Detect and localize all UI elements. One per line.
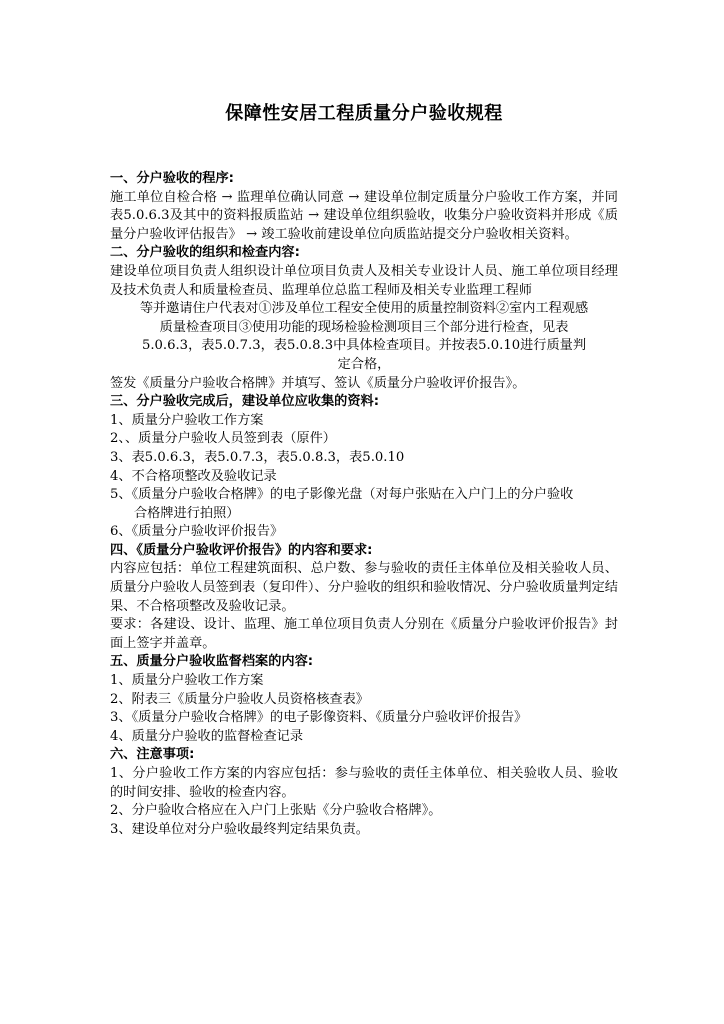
section-4-heading: 四、《质量分户验收评价报告》的内容和要求: [110, 542, 373, 558]
section-2-body-f: 签发《质量分户验收合格牌》并填写、签认《质量分户验收评价报告》。 [110, 375, 526, 391]
section-1-heading: 一、分户验收的程序: [110, 171, 234, 186]
document-body [110, 170, 618, 839]
section-4-requirement: 要求：各建设、设计、监理、施工单位项目负责人分别在《质量分户验收评价报告》封面上签字并盖章。 [110, 617, 618, 651]
document-title: 保障性安居工程质量分户验收规程 [225, 103, 503, 124]
section-6-item: 1、分户验收工作方案的内容应包括：参与验收的责任主体单位、相关验收人员、验收的时间安排、验收的检查内容。 [110, 766, 618, 800]
section-3-item: 6、《质量分户验收评价报告》 [110, 524, 284, 540]
section-3-item: 3、表5.0.6.3，表5.0.7.3，表5.0.8.3，表5.0.10 [110, 449, 405, 465]
section-6-item: 3、建设单位对分户验收最终判定结果负责。 [110, 821, 369, 837]
section-6-item: 2、分户验收合格应在入户门上张贴《分户验收合格牌》。 [110, 803, 442, 819]
section-2-body-d: 5.0.6.3，表5.0.7.3，表5.0.8.3中具体检查项目。并按表5.0.10进行质量判 [141, 338, 587, 354]
section-5-heading: 五、质量分户验收监督档案的内容: [110, 654, 314, 670]
section-2-body-c: 质量检查项目③使用功能的现场检验检测项目三个部分进行检查，见表 [159, 319, 569, 335]
section-5-item: 2、附表三《质量分户验收人员资格核查表》 [110, 691, 369, 707]
section-3-item: 2、、质量分户验收人员签到表（原件） [110, 431, 336, 447]
section-2-body-a: 建设单位项目负责人组织设计单位项目负责人及相关专业设计人员、施工单位项目经理及技术负责人和质量检查员、监理单位总监工程师及相关专业监理工程师 [110, 263, 618, 298]
section-1-body: 施工单位自检合格 → 监理单位确认同意 → 建设单位制定质量分户验收工作方案，并同表5.0.6.3及其中的资料报质监站 → 建设单位组织验收，收集分户验收资料并形成《质量分户验收评估报告》 → 竣工验收前建设单位向质监站提交分户验收相关资料。 [110, 189, 618, 242]
section-4-content: 内容应包括：单位工程建筑面积、总户数、参与验收的责任主体单位及相关验收人员、质量分户验收人员签到表（复印件）、分户验收的组织和验收情况、分户验收质量判定结果、不合格项整改及验收记录。 [110, 561, 618, 614]
section-5-item: 3、《质量分户验收合格牌》的电子影像资料、《质量分户验收评价报告》 [110, 710, 528, 726]
section-3-item: 5、《质量分户验收合格牌》的电子影像光盘（对每户张贴在入户门上的分户验收 [110, 487, 574, 503]
section-3-item: 1、质量分户验收工作方案 [110, 412, 264, 428]
section-2-body-b: 等并邀请住户代表对①涉及单位工程安全使用的质量控制资料②室内工程观感 [139, 301, 589, 317]
section-5-item: 4、质量分户验收的监督检查记录 [110, 728, 304, 744]
section-3-heading: 三、分户验收完成后，建设单位应收集的资料: [110, 394, 380, 410]
section-3-item-continued: 合格牌进行拍照） [134, 505, 240, 521]
section-6-heading: 六、注意事项: [110, 747, 195, 763]
section-2-body-e: 定合格， [337, 356, 391, 372]
section-3-item: 4、不合格项整改及验收记录 [110, 468, 277, 484]
section-5-item: 1、质量分户验收工作方案 [110, 673, 264, 689]
section-2-heading: 二、分户验收的组织和检查内容: [110, 245, 300, 261]
